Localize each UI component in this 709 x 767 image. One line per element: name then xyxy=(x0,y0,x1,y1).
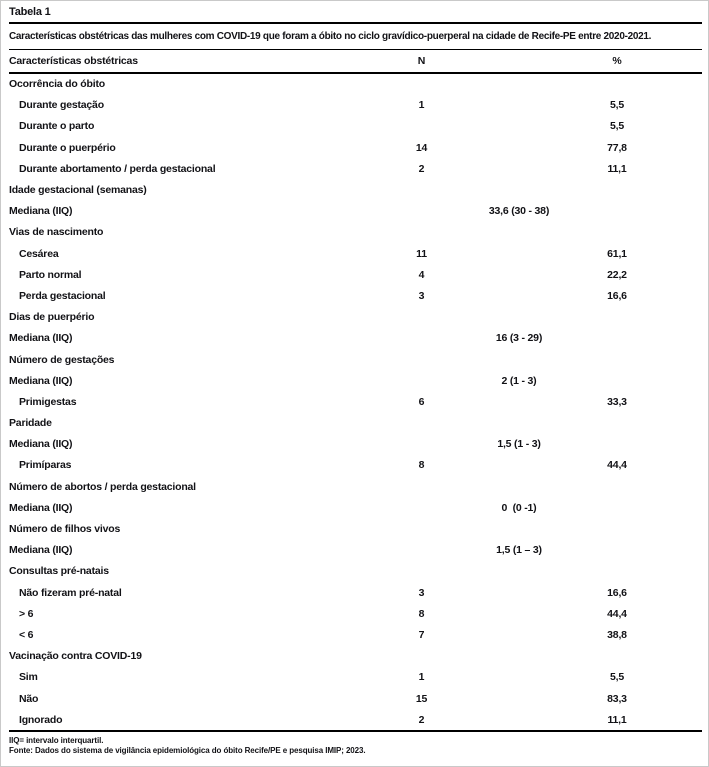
row-label: Perda gestacional xyxy=(19,289,106,302)
median-value: 2 (1 - 3) xyxy=(501,374,537,387)
footnotes xyxy=(9,736,702,756)
row-label: Mediana (IIQ) xyxy=(9,374,73,387)
row-label: Cesárea xyxy=(19,247,59,260)
row-label: Idade gestacional (semanas) xyxy=(9,184,147,197)
n-value: 1 xyxy=(418,671,425,684)
median-value: 33,6 (30 - 38) xyxy=(488,205,550,218)
table-row xyxy=(9,116,702,137)
table-row xyxy=(9,476,702,497)
pct-value: 11,1 xyxy=(607,162,627,175)
n-value: 1 xyxy=(418,99,425,112)
pct-value: 33,3 xyxy=(607,395,627,408)
n-value: 7 xyxy=(418,628,425,641)
table-row xyxy=(9,179,702,200)
table-row xyxy=(9,158,702,179)
pct-value: 5,5 xyxy=(610,671,624,684)
row-label: Parto normal xyxy=(19,268,82,281)
row-label: Dias de puerpério xyxy=(9,311,95,324)
row-label: > 6 xyxy=(19,607,34,620)
table-row xyxy=(9,709,702,730)
table-row xyxy=(9,307,702,328)
table-row xyxy=(9,95,702,116)
header-characteristics: Características obstétricas xyxy=(9,54,138,67)
row-label: Número de abortos / perda gestacional xyxy=(9,480,196,493)
row-label: Mediana (IIQ) xyxy=(9,544,73,557)
row-label: Não fizeram pré-natal xyxy=(19,586,122,599)
pct-value: 16,6 xyxy=(607,289,627,302)
table-row xyxy=(9,603,702,624)
table-row xyxy=(9,455,702,476)
pct-value: 44,4 xyxy=(607,607,627,620)
row-label: Primíparas xyxy=(19,459,72,472)
median-value: 1,5 (1 - 3) xyxy=(497,438,541,451)
row-label: Não xyxy=(19,692,39,705)
row-label: Consultas pré-natais xyxy=(9,565,109,578)
table-row xyxy=(9,582,702,603)
table-row xyxy=(9,243,702,264)
pct-value: 44,4 xyxy=(607,459,627,472)
table-label: Tabela 1 xyxy=(9,6,51,18)
n-value: 3 xyxy=(418,586,425,599)
row-label: Mediana (IIQ) xyxy=(9,501,73,514)
n-value: 4 xyxy=(418,268,425,281)
row-label: Primigestas xyxy=(19,395,77,408)
table-row xyxy=(9,328,702,349)
row-label: Sim xyxy=(19,671,38,684)
table-row xyxy=(9,518,702,539)
row-label: Vias de nascimento xyxy=(9,226,104,239)
table-header xyxy=(9,50,702,72)
pct-value: 16,6 xyxy=(607,586,627,599)
pct-value: 5,5 xyxy=(610,99,624,112)
table-row xyxy=(9,540,702,561)
table-row xyxy=(9,624,702,645)
row-label: Paridade xyxy=(9,417,52,430)
row-label: Durante o puerpério xyxy=(19,141,116,154)
table-row xyxy=(9,391,702,412)
table-row xyxy=(9,285,702,306)
pct-value: 83,3 xyxy=(607,692,627,705)
row-label: Mediana (IIQ) xyxy=(9,332,73,345)
n-value: 8 xyxy=(418,459,425,472)
table-row xyxy=(9,74,702,95)
table-row xyxy=(9,561,702,582)
row-label: Durante abortamento / perda gestacional xyxy=(19,162,216,175)
table-row xyxy=(9,349,702,370)
row-label: Vacinação contra COVID-19 xyxy=(9,650,142,663)
row-label: Número de gestações xyxy=(9,353,115,366)
table-row xyxy=(9,667,702,688)
median-value: 0 (0 -1) xyxy=(501,501,537,514)
header-percent: % xyxy=(612,54,622,67)
row-label: Durante o parto xyxy=(19,120,95,133)
table-body xyxy=(9,74,702,731)
n-value: 14 xyxy=(415,141,428,154)
n-value: 6 xyxy=(418,395,425,408)
pct-value: 11,1 xyxy=(607,713,627,726)
row-label: Número de filhos vivos xyxy=(9,523,121,536)
footnote-iiq: IIQ= intervalo interquartil. xyxy=(9,736,104,746)
table-row xyxy=(9,201,702,222)
row-label: Mediana (IIQ) xyxy=(9,205,73,218)
table-row xyxy=(9,413,702,434)
row-label: Ignorado xyxy=(19,713,63,726)
table-row xyxy=(9,434,702,455)
pct-value: 61,1 xyxy=(607,247,627,260)
n-value: 2 xyxy=(418,162,425,175)
n-value: 15 xyxy=(415,692,428,705)
pct-value: 5,5 xyxy=(610,120,624,133)
pct-value: 38,8 xyxy=(607,628,627,641)
table-row xyxy=(9,688,702,709)
header-n: N xyxy=(417,54,426,67)
table-caption: Características obstétricas das mulheres com COVID-19 que foram a óbito no ciclo gravídico-puerperal na cidade de Recife-PE entre 2020-2021. xyxy=(9,31,652,42)
median-value: 16 (3 - 29) xyxy=(495,332,543,345)
n-value: 2 xyxy=(418,713,425,726)
n-value: 11 xyxy=(416,247,427,260)
footnote-source: Fonte: Dados do sistema de vigilância epidemiológica do óbito Recife/PE e pesquisa IMIP; 2023. xyxy=(9,746,366,756)
table-row xyxy=(9,137,702,158)
row-label: Mediana (IIQ) xyxy=(9,438,73,451)
table-row xyxy=(9,497,702,518)
row-label: < 6 xyxy=(19,628,34,641)
table-row xyxy=(9,222,702,243)
row-label: Durante gestação xyxy=(19,99,104,112)
divider-bottom xyxy=(9,730,702,732)
table-row xyxy=(9,370,702,391)
table-row xyxy=(9,264,702,285)
n-value: 3 xyxy=(418,289,425,302)
pct-value: 77,8 xyxy=(607,141,627,154)
table-row xyxy=(9,646,702,667)
median-value: 1,5 (1 – 3) xyxy=(496,544,542,557)
pct-value: 22,2 xyxy=(607,268,627,281)
row-label: Ocorrência do óbito xyxy=(9,78,105,91)
n-value: 8 xyxy=(418,607,425,620)
